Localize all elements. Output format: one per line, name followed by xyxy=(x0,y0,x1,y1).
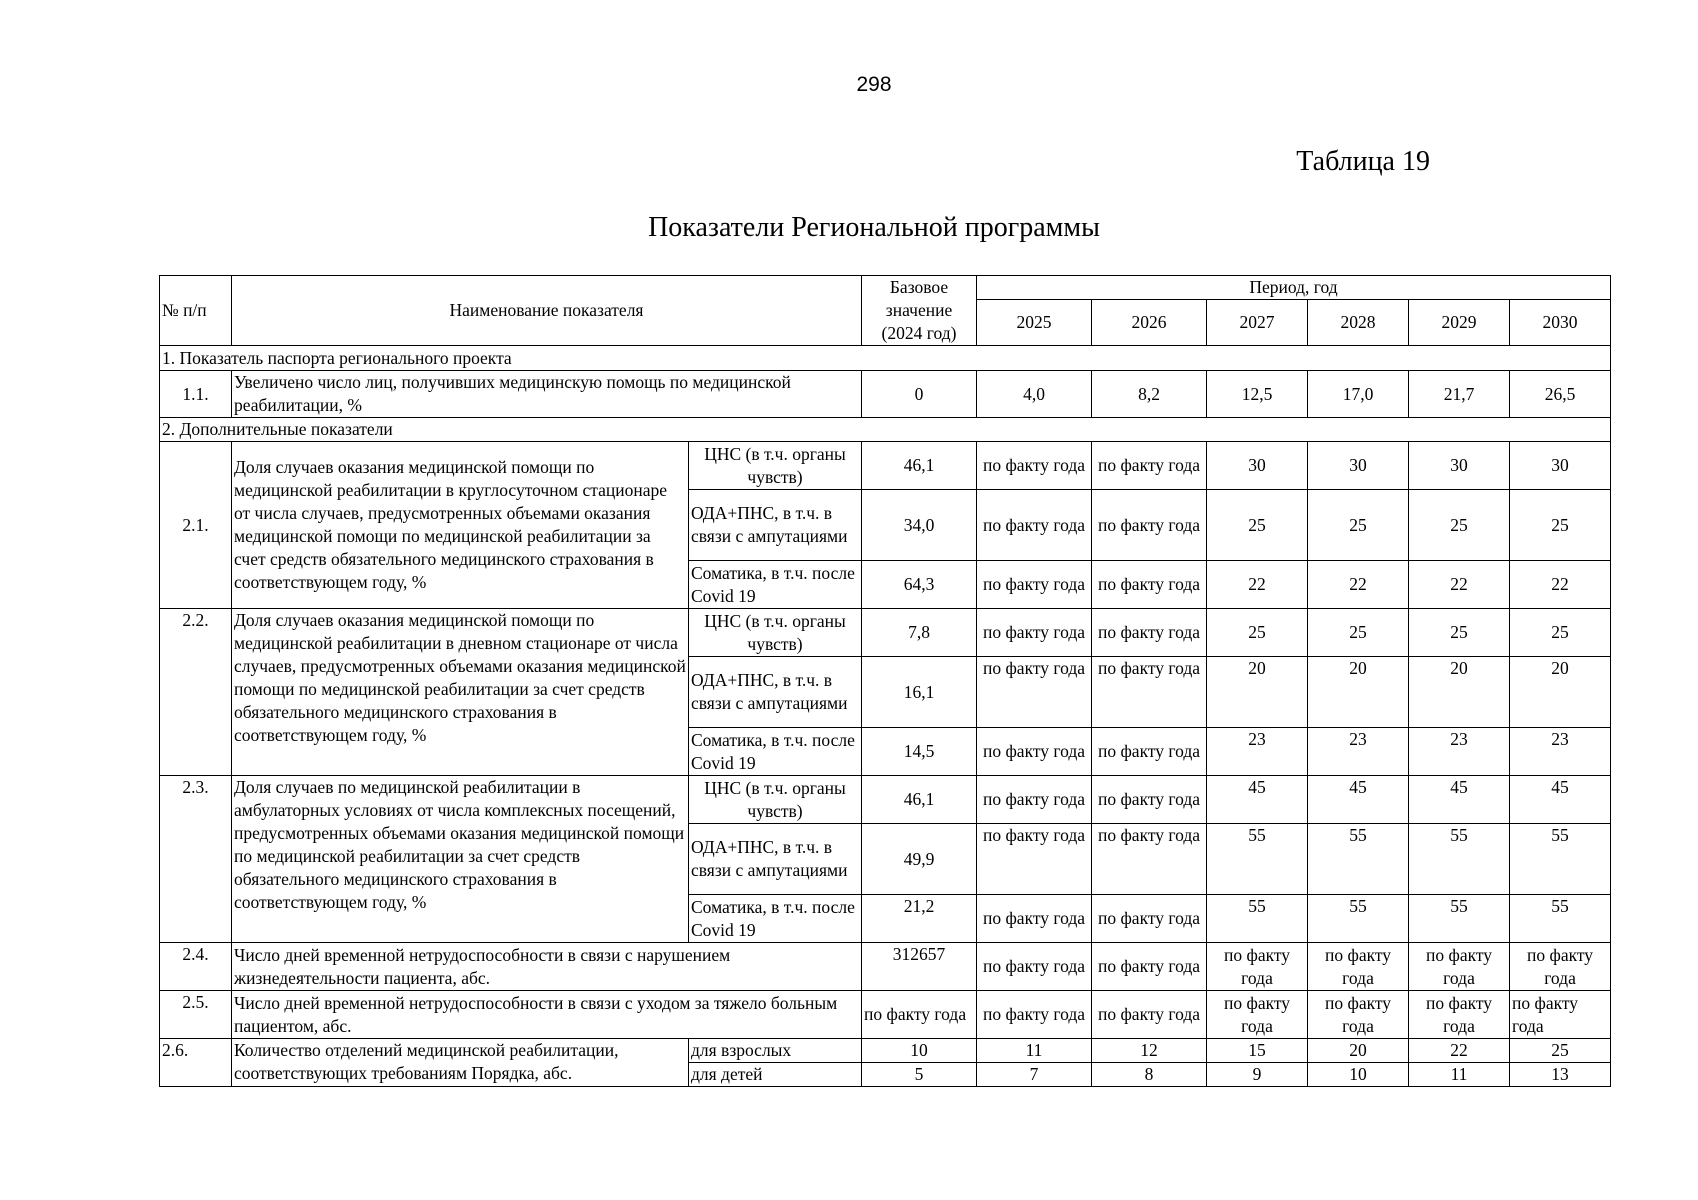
base-value: 7,8 xyxy=(862,609,977,657)
year-value: по факту года xyxy=(1510,943,1611,991)
year-value: по факту года xyxy=(977,943,1092,991)
indicator-name: Доля случаев оказания медицинской помощи по медицинской реабилитации в круглосуточном стационаре от числа случаев, предусмотренных объемами оказания медицинской помощи по медицинской реабилитации за счет средств обязательного медицинского страхования в соответствующем году, % xyxy=(232,442,689,609)
year-value: 8,2 xyxy=(1092,371,1207,418)
year-value: 20 xyxy=(1308,657,1409,728)
year-value: 45 xyxy=(1409,776,1510,824)
year-value: 22 xyxy=(1207,561,1308,609)
indicator-name: Увеличено число лиц, получивших медицинскую помощь по медицинской реабилитации, % xyxy=(232,371,862,418)
year-value: 55 xyxy=(1510,824,1611,895)
year-value: по факту года xyxy=(1207,991,1308,1039)
sub-category: Соматика, в т.ч. после Covid 19 xyxy=(689,561,862,609)
year-value: 25 xyxy=(1510,1039,1611,1063)
indicators-table xyxy=(159,275,1611,1087)
year-value: по факту года xyxy=(1092,943,1207,991)
header-year: 2027 xyxy=(1207,300,1308,346)
header-year: 2026 xyxy=(1092,300,1207,346)
year-value: 55 xyxy=(1308,824,1409,895)
year-value: 25 xyxy=(1409,490,1510,561)
document-title: Показатели Региональной программы xyxy=(648,212,1100,243)
year-value: по факту года xyxy=(1409,991,1510,1039)
year-value: по факту года xyxy=(1092,609,1207,657)
indicator-name: Доля случаев оказания медицинской помощи по медицинской реабилитации в дневном стационаре от числа случаев, предусмотренных объемами оказания медицинской помощи по медицинской реабилитации за счет средств обязательного медицинского страхования в соответствующем году, % xyxy=(232,609,689,776)
year-value: по факту года xyxy=(977,657,1092,728)
row-number: 2.4. xyxy=(160,943,232,991)
sub-category: ОДА+ПНС, в т.ч. в связи с ампутациями xyxy=(689,824,862,895)
year-value: 30 xyxy=(1308,442,1409,490)
sub-category: ЦНС (в т.ч. органы чувств) xyxy=(689,609,862,657)
indicator-name: Число дней временной нетрудоспособности в связи с нарушением жизнедеятельности пациента, абс. xyxy=(232,943,862,991)
base-value: по факту года xyxy=(862,991,977,1039)
year-value: 25 xyxy=(1510,609,1611,657)
sub-category: Соматика, в т.ч. после Covid 19 xyxy=(689,728,862,776)
year-value: по факту года xyxy=(1092,776,1207,824)
year-value: 45 xyxy=(1308,776,1409,824)
header-year: 2029 xyxy=(1409,300,1510,346)
header-period: Период, год xyxy=(977,276,1611,300)
header-year: 2030 xyxy=(1510,300,1611,346)
year-value: 23 xyxy=(1510,728,1611,776)
year-value: 45 xyxy=(1207,776,1308,824)
year-value: 25 xyxy=(1207,490,1308,561)
sub-category: для взрослых xyxy=(689,1039,862,1063)
year-value: по факту года xyxy=(1510,991,1611,1039)
header-base: Базовое значение (2024 год) xyxy=(862,276,977,346)
year-value: по факту года xyxy=(1092,657,1207,728)
indicator-name: Число дней временной нетрудоспособности в связи с уходом за тяжело больным пациентом, абс. xyxy=(232,991,862,1039)
year-value: 21,7 xyxy=(1409,371,1510,418)
year-value: 55 xyxy=(1409,895,1510,943)
year-value: 23 xyxy=(1207,728,1308,776)
indicator-name: Количество отделений медицинской реабилитации, соответствующих требованиям Порядка, абс. xyxy=(232,1039,689,1087)
table-number: Таблица 19 xyxy=(1296,146,1430,177)
sub-category: ЦНС (в т.ч. органы чувств) xyxy=(689,776,862,824)
year-value: 20 xyxy=(1308,1039,1409,1063)
year-value: 11 xyxy=(977,1039,1092,1063)
base-value: 5 xyxy=(862,1063,977,1087)
year-value: 55 xyxy=(1409,824,1510,895)
year-value: 13 xyxy=(1510,1063,1611,1087)
year-value: по факту года xyxy=(1092,561,1207,609)
year-value: 25 xyxy=(1207,609,1308,657)
base-value: 14,5 xyxy=(862,728,977,776)
row-number: 2.1. xyxy=(160,442,232,609)
year-value: по факту года xyxy=(977,824,1092,895)
year-value: 30 xyxy=(1409,442,1510,490)
year-value: по факту года xyxy=(977,609,1092,657)
year-value: 25 xyxy=(1308,609,1409,657)
year-value: по факту года xyxy=(977,776,1092,824)
year-value: по факту года xyxy=(977,561,1092,609)
base-value: 0 xyxy=(862,371,977,418)
year-value: 4,0 xyxy=(977,371,1092,418)
year-value: 45 xyxy=(1510,776,1611,824)
section-heading: 1. Показатель паспорта регионального проекта xyxy=(160,346,1611,371)
base-value: 64,3 xyxy=(862,561,977,609)
year-value: 25 xyxy=(1308,490,1409,561)
year-value: по факту года xyxy=(1207,943,1308,991)
year-value: 55 xyxy=(1308,895,1409,943)
header-name: Наименование показателя xyxy=(232,276,862,346)
year-value: 20 xyxy=(1409,657,1510,728)
year-value: по факту года xyxy=(1092,442,1207,490)
year-value: по факту года xyxy=(1092,895,1207,943)
sub-category: для детей xyxy=(689,1063,862,1087)
year-value: по факту года xyxy=(1409,943,1510,991)
year-value: по факту года xyxy=(977,991,1092,1039)
base-value: 46,1 xyxy=(862,442,977,490)
year-value: 22 xyxy=(1409,1039,1510,1063)
row-number: 2.2. xyxy=(160,609,232,776)
year-value: по факту года xyxy=(977,490,1092,561)
year-value: 9 xyxy=(1207,1063,1308,1087)
row-number: 2.6. xyxy=(160,1039,232,1087)
year-value: 12 xyxy=(1092,1039,1207,1063)
year-value: 20 xyxy=(1207,657,1308,728)
header-num: № п/п xyxy=(160,276,232,346)
base-value: 10 xyxy=(862,1039,977,1063)
year-value: 11 xyxy=(1409,1063,1510,1087)
year-value: по факту года xyxy=(977,728,1092,776)
indicator-name: Доля случаев по медицинской реабилитации в амбулаторных условиях от числа комплексных посещений, предусмотренных объемами оказания медицинской помощи по медицинской реабилитации за счет средств обязательного медицинского страхования в соответствующем году, % xyxy=(232,776,689,943)
year-value: по факту года xyxy=(977,895,1092,943)
sub-category: ОДА+ПНС, в т.ч. в связи с ампутациями xyxy=(689,490,862,561)
year-value: по факту года xyxy=(1308,991,1409,1039)
year-value: 23 xyxy=(1308,728,1409,776)
year-value: 22 xyxy=(1308,561,1409,609)
year-value: 22 xyxy=(1409,561,1510,609)
year-value: по факту года xyxy=(977,442,1092,490)
year-value: 25 xyxy=(1510,490,1611,561)
year-value: по факту года xyxy=(1092,824,1207,895)
year-value: 55 xyxy=(1510,895,1611,943)
base-value: 312657 xyxy=(862,943,977,991)
base-value: 21,2 xyxy=(862,895,977,943)
page-number: 298 xyxy=(856,73,892,96)
sub-category: ЦНС (в т.ч. органы чувств) xyxy=(689,442,862,490)
year-value: 12,5 xyxy=(1207,371,1308,418)
base-value: 16,1 xyxy=(862,657,977,728)
year-value: 17,0 xyxy=(1308,371,1409,418)
year-value: 55 xyxy=(1207,824,1308,895)
section-heading: 2. Дополнительные показатели xyxy=(160,418,1611,442)
year-value: по факту года xyxy=(1092,991,1207,1039)
base-value: 34,0 xyxy=(862,490,977,561)
year-value: 23 xyxy=(1409,728,1510,776)
year-value: 15 xyxy=(1207,1039,1308,1063)
year-value: 30 xyxy=(1207,442,1308,490)
header-year: 2025 xyxy=(977,300,1092,346)
year-value: 30 xyxy=(1510,442,1611,490)
year-value: 25 xyxy=(1409,609,1510,657)
sub-category: Соматика, в т.ч. после Covid 19 xyxy=(689,895,862,943)
year-value: по факту года xyxy=(1308,943,1409,991)
base-value: 49,9 xyxy=(862,824,977,895)
year-value: по факту года xyxy=(1092,490,1207,561)
year-value: 26,5 xyxy=(1510,371,1611,418)
header-year: 2028 xyxy=(1308,300,1409,346)
year-value: по факту года xyxy=(1092,728,1207,776)
year-value: 10 xyxy=(1308,1063,1409,1087)
base-value: 46,1 xyxy=(862,776,977,824)
year-value: 22 xyxy=(1510,561,1611,609)
row-number: 2.5. xyxy=(160,991,232,1039)
year-value: 7 xyxy=(977,1063,1092,1087)
year-value: 20 xyxy=(1510,657,1611,728)
row-number: 2.3. xyxy=(160,776,232,943)
row-number: 1.1. xyxy=(160,371,232,418)
year-value: 8 xyxy=(1092,1063,1207,1087)
year-value: 55 xyxy=(1207,895,1308,943)
sub-category: ОДА+ПНС, в т.ч. в связи с ампутациями xyxy=(689,657,862,728)
